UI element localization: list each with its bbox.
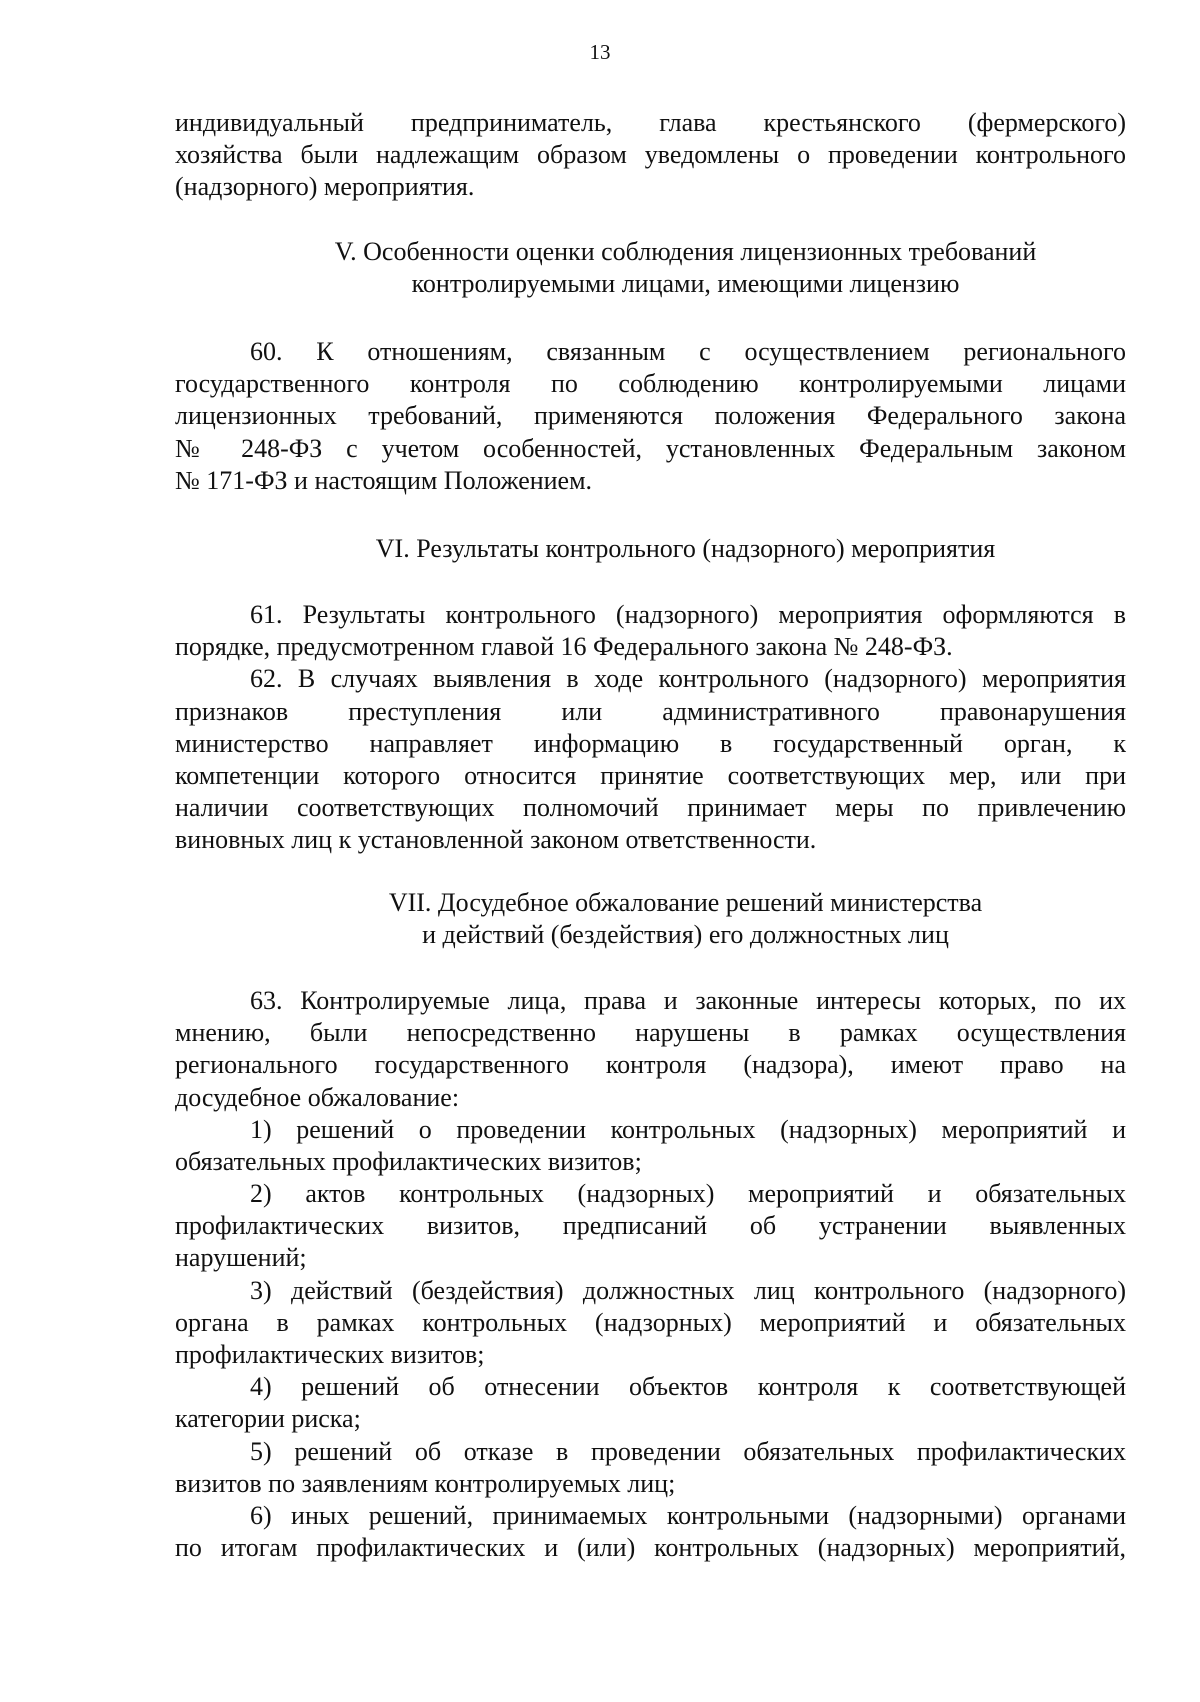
text-line: 3) действий (бездействия) должностных лиц контрольного (надзорного) — [250, 1275, 1126, 1305]
text-line: 61. Результаты контрольного (надзорного) мероприятия оформляются в — [250, 600, 1126, 630]
text-line: 5) решений об отказе в проведении обязательных профилактических — [250, 1436, 1126, 1466]
heading-line: VI. Результаты контрольного (надзорного) мероприятия — [375, 533, 996, 563]
text-line: министерство направляет информацию в государственный орган, к — [175, 728, 1126, 758]
list-item-5 — [175, 1436, 1126, 1500]
text-line: № 171-ФЗ и настоящим Положением. — [175, 465, 593, 495]
text-line: 2) актов контрольных (надзорных) мероприятий и обязательных — [250, 1179, 1126, 1209]
text-line: 1) решений о проведении контрольных (надзорных) мероприятий и — [250, 1114, 1126, 1144]
text-line: профилактических визитов, предписаний об устранении выявленных — [175, 1211, 1126, 1241]
document-body — [175, 107, 1126, 1564]
text-line: 4) решений об отнесении объектов контроля к соответствующей — [250, 1372, 1126, 1402]
heading-line: V. Особенности оценки соблюдения лицензионных требований — [334, 236, 1037, 266]
text-line: государственного контроля по соблюдению контролируемыми лицами — [175, 369, 1126, 399]
text-line: компетенции которого относится принятие соответствующих мер, или при — [175, 761, 1126, 790]
section-7-heading — [175, 887, 1126, 951]
text-line: 62. В случаях выявления в ходе контрольного (надзорного) мероприятия — [250, 664, 1126, 694]
text-line: хозяйства были надлежащим образом уведомлены о проведении контрольного — [175, 140, 1126, 170]
text-line: регионального государственного контроля (надзора), имеют право на — [175, 1050, 1126, 1080]
paragraph-60 — [175, 336, 1126, 497]
text-line: досудебное обжалование: — [175, 1082, 460, 1112]
intro-paragraph — [175, 107, 1126, 204]
text-line: 60. К отношениям, связанным с осуществлением регионального — [250, 336, 1126, 366]
heading-line: VII. Досудебное обжалование решений министерства — [388, 887, 983, 917]
text-line: порядке, предусмотренном главой 16 Федерального закона № 248-ФЗ. — [175, 632, 953, 662]
text-line: признаков преступления или административного правонарушения — [175, 696, 1126, 726]
text-line: по итогам профилактических и (или) контрольных (надзорных) мероприятий, — [175, 1533, 1126, 1563]
text-line: обязательных профилактических визитов; — [175, 1146, 642, 1176]
text-line: 63. Контролируемые лица, права и законные интересы которых, по их — [250, 985, 1126, 1015]
list-item-6 — [175, 1500, 1126, 1564]
text-line: профилактических визитов; — [175, 1340, 485, 1369]
text-line: лицензионных требований, применяются положения Федерального закона — [175, 401, 1126, 431]
paragraph-62 — [175, 663, 1126, 856]
text-line: виновных лиц к установленной законом ответственности. — [175, 825, 817, 855]
heading-line: контролируемыми лицами, имеющими лицензию — [411, 268, 960, 298]
text-line: индивидуальный предприниматель, глава крестьянского (фермерского) — [175, 108, 1126, 137]
text-line: мнению, были непосредственно нарушены в рамках осуществления — [175, 1018, 1126, 1048]
text-line: (надзорного) мероприятия. — [175, 172, 475, 202]
list-item-1 — [175, 1114, 1126, 1178]
text-line: наличии соответствующих полномочий принимает меры по привлечению — [175, 793, 1126, 823]
list-item-2 — [175, 1178, 1126, 1275]
heading-line: и действий (бездействия) его должностных лиц — [422, 919, 949, 949]
text-line: органа в рамках контрольных (надзорных) мероприятий и обязательных — [175, 1307, 1126, 1337]
section-5-heading — [175, 236, 1126, 300]
section-6-heading — [175, 533, 1126, 565]
list-item-3 — [175, 1275, 1126, 1372]
list-item-4 — [175, 1371, 1126, 1435]
text-line: 6) иных решений, принимаемых контрольными (надзорными) органами — [250, 1500, 1126, 1530]
page-number: 13 — [589, 40, 611, 64]
text-line: № 248-ФЗ с учетом особенностей, установленных Федеральным законом — [175, 433, 1126, 463]
text-line: визитов по заявлениям контролируемых лиц; — [175, 1468, 676, 1498]
paragraph-61 — [175, 599, 1126, 663]
text-line: нарушений; — [175, 1243, 307, 1273]
text-line: категории риска; — [175, 1404, 361, 1434]
paragraph-63 — [175, 985, 1126, 1114]
